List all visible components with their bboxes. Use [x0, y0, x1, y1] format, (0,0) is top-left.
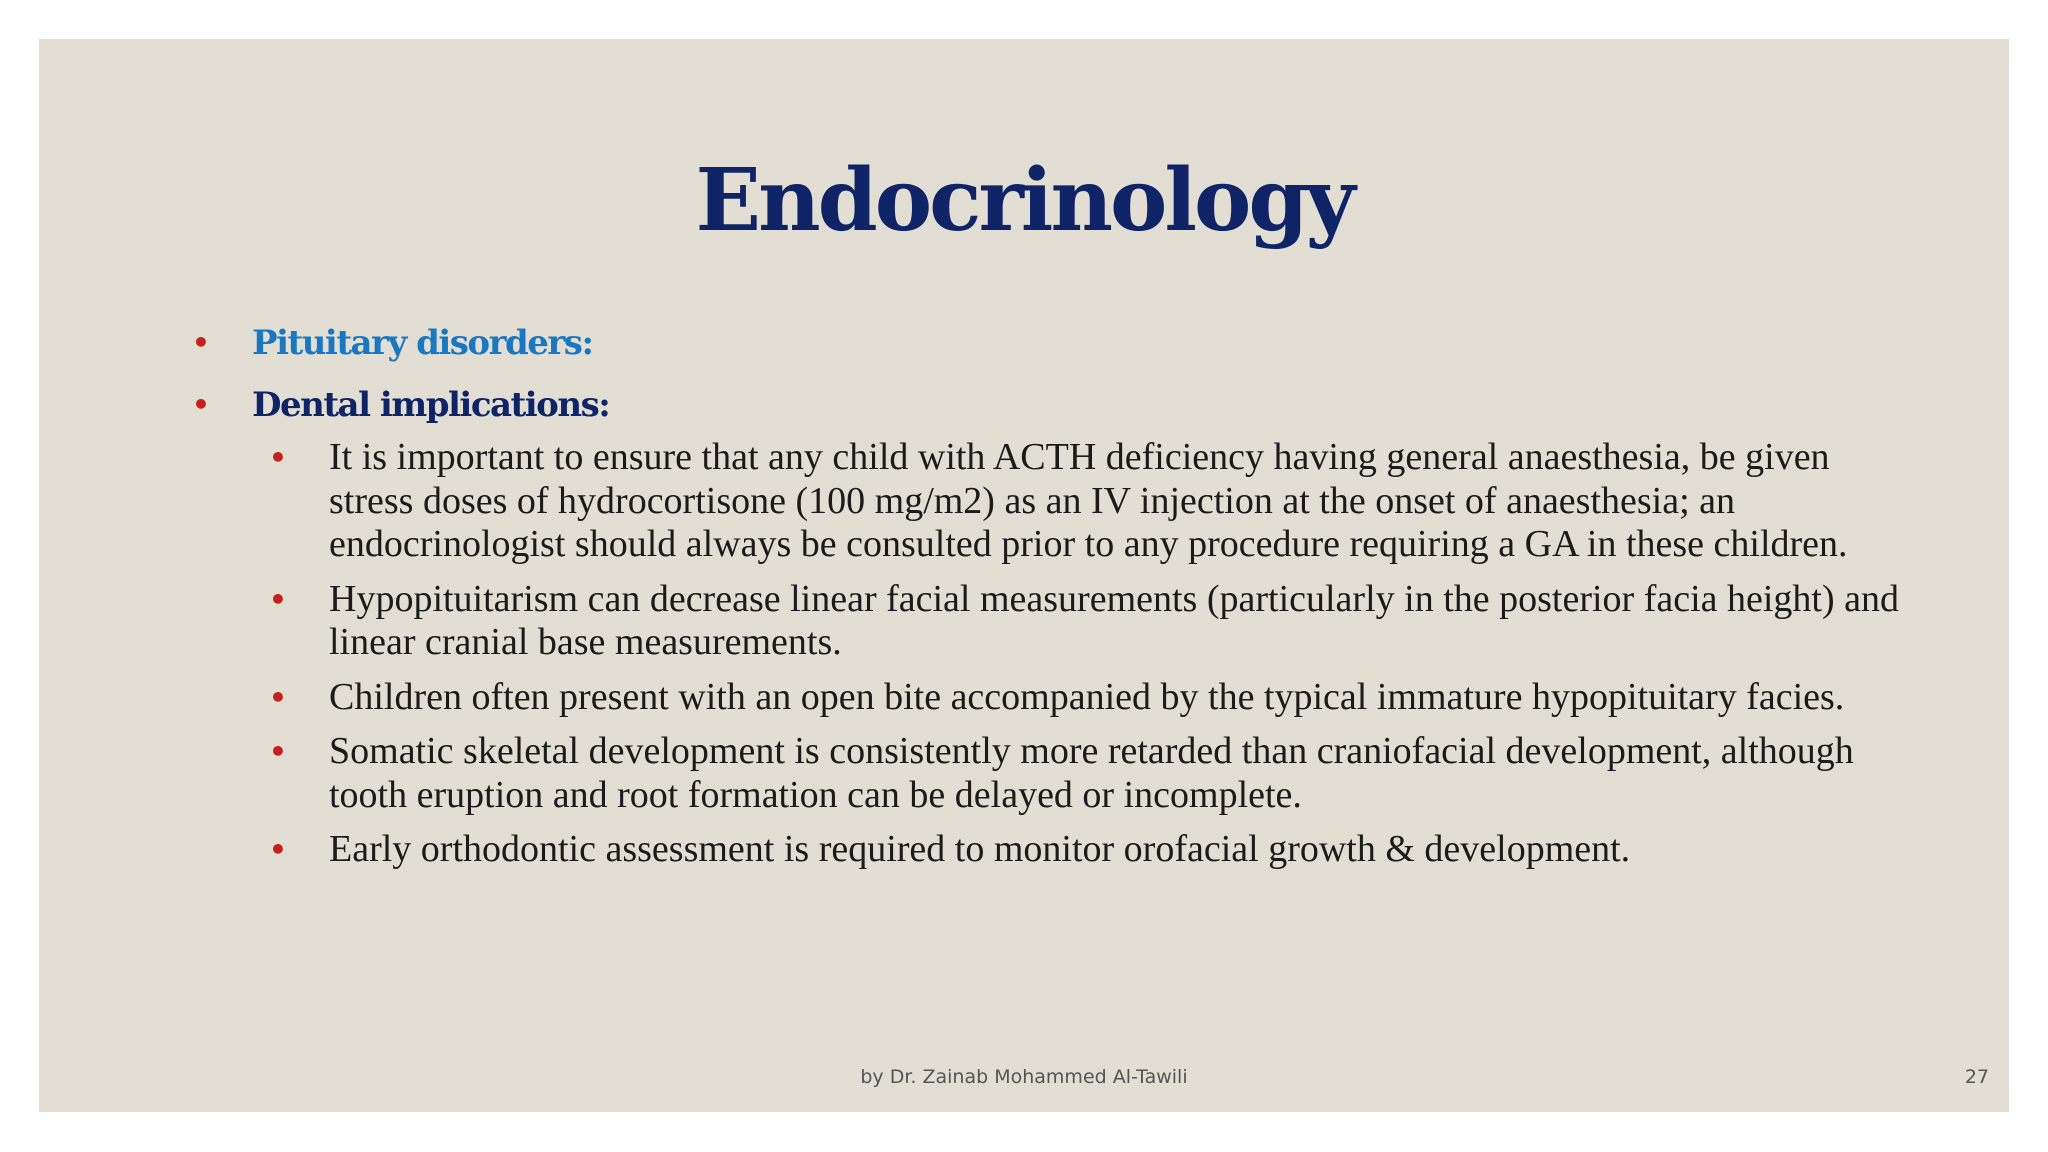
sub-bullet-text: Early orthodontic assessment is required to monitor orofacial growth & development.	[329, 828, 1631, 870]
bullet-icon: •	[269, 735, 287, 768]
sub-bullet-item	[39, 730, 1919, 817]
sub-bullet-item	[39, 828, 1919, 872]
bullet-icon: •	[269, 582, 287, 616]
sub-bullet-item	[39, 676, 1919, 720]
bullet-list	[39, 312, 2009, 883]
sub-bullet-text: Hypopituitarism can decrease linear facial measurements (particularly in the posterior facia height) and linear cranial base measurements.	[329, 577, 1900, 663]
sub-bullet-text: Somatic skeletal development is consistently more retarded than craniofacial development, although tooth eruption and root formation can be delayed or incomplete.	[329, 730, 1854, 816]
bullet-icon: •	[269, 441, 287, 474]
sub-bullet-item	[39, 578, 1919, 665]
bullet-icon: •	[192, 388, 210, 421]
heading-dental-implications: Dental implications:	[252, 385, 610, 425]
bullet-icon: •	[269, 680, 287, 714]
slide-title: Endocrinology	[695, 150, 1353, 251]
bullet-item-dental-implications	[39, 374, 2009, 436]
sub-bullet-text: It is important to ensure that any child with ACTH deficiency having general anaesthesia, be given stress doses of hydrocortisone (100 mg/m2) as an IV injection at the onset of anaesthesia; an endocrinologist should always be consulted prior to any procedure requiring a GA in these children.	[329, 436, 1848, 565]
sub-bullet-item	[39, 436, 1919, 567]
sub-bullet-list	[39, 436, 2009, 872]
bullet-icon: •	[192, 326, 210, 359]
slide-footer: by Dr. Zainab Mohammed Al-Tawili	[860, 1066, 1188, 1088]
bullet-icon: •	[269, 833, 287, 866]
slide	[39, 39, 2009, 1112]
bullet-item-pituitary-disorders	[39, 312, 2009, 374]
sub-bullet-text: Children often present with an open bite accompanied by the typical immature hypopituitary facies.	[329, 675, 1845, 718]
page-number: 27	[1964, 1066, 1989, 1088]
heading-pituitary-disorders: Pituitary disorders:	[252, 323, 593, 363]
